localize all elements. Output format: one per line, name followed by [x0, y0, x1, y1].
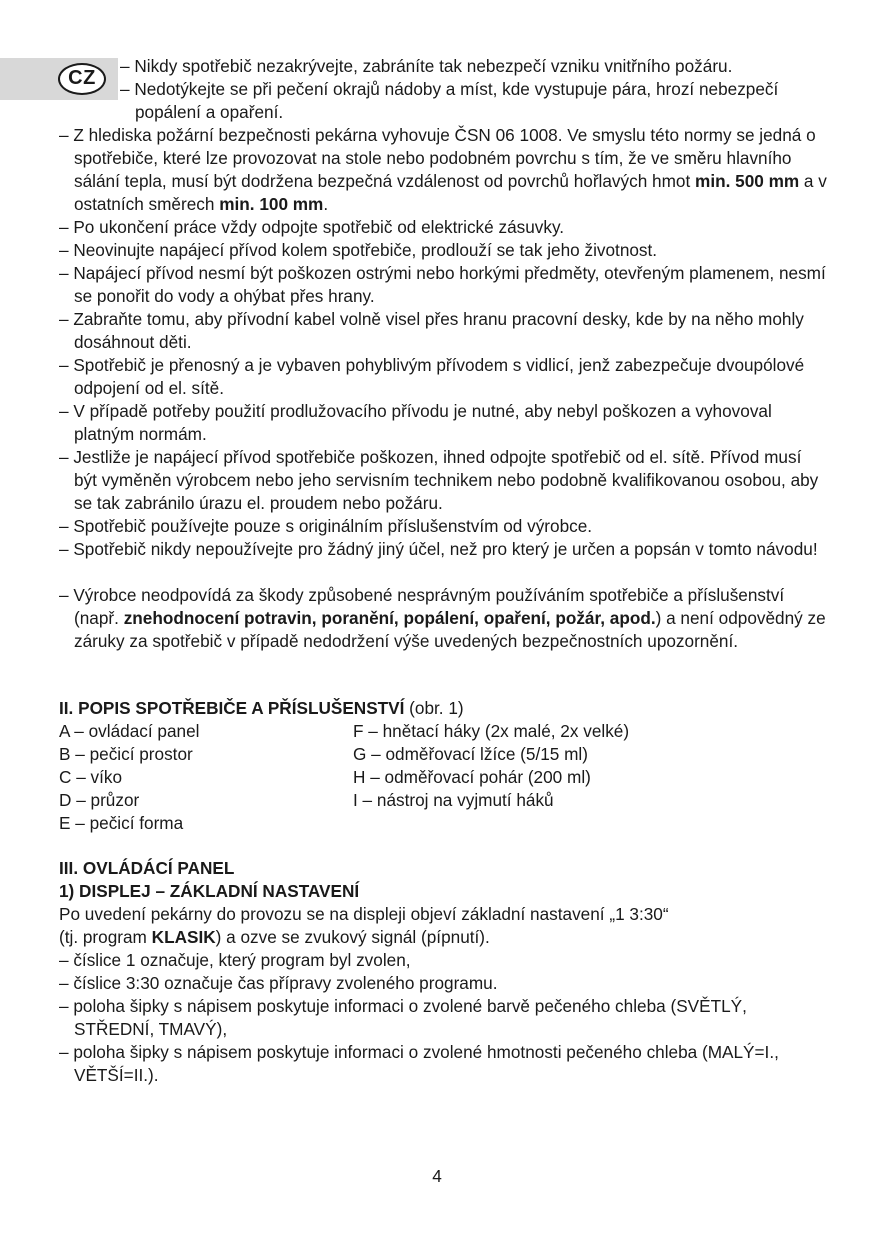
program-name: KLASIK [151, 927, 216, 947]
paragraph-line: (tj. program KLASIK) a ozve se zvukový signál (pípnutí). [59, 927, 490, 947]
part-item: C – víko [59, 767, 123, 787]
part-item: A – ovládací panel [59, 721, 200, 741]
safety-item: – Napájecí přívod nesmí být poškozen ostrými nebo horkými předměty, otevřeným plamenem, nesmí se ponořit do vody a ohýbat přes hrany. [59, 263, 826, 306]
part-item: I – nástroj na vyjmutí háků [353, 790, 554, 810]
section-heading: II. POPIS SPOTŘEBIČE A PŘÍSLUŠENSTVÍ (obr. 1) [59, 698, 464, 718]
safety-item: – Spotřebič nikdy nepoužívejte pro žádný jiný účel, než pro který je určen a popsán v tomto návodu! [59, 539, 818, 559]
safety-item: – Jestliže je napájecí přívod spotřebiče poškozen, ihned odpojte spotřebič od el. sítě. Přívod musí být vyměněn výrobcem nebo jeho servisním technikem nebo podobně kvalifikovanou osobou, aby se tak zabránilo úrazu el. proudem nebo požáru. [59, 447, 819, 513]
display-item: – číslice 3:30 označuje čas přípravy zvoleného programu. [59, 973, 498, 993]
safety-item-fire: – Z hlediska požární bezpečnosti pekárna vyhovuje ČSN 06 1008. Ve smyslu této normy se jedná o spotřebiče, které lze provozovat na stole nebo podobném povrchu s tím, že ve směru hlavního sálání tepla, musí být dodržena bezpečná vzdálenost od povrchů hořlavých hmot min. 500 mm a v ostatních směrech min. 100 mm. [59, 125, 827, 214]
display-item: – poloha šipky s nápisem poskytuje informaci o zvolené barvě pečeného chleba (SVĚTLÝ, STŘEDNÍ, TMAVÝ), [59, 996, 747, 1039]
part-item: F – hnětací háky (2x malé, 2x velké) [353, 721, 630, 741]
display-item: – poloha šipky s nápisem poskytuje informaci o zvolené hmotnosti pečeného chleba (MALÝ=I., VĚTŠÍ=II.). [59, 1042, 779, 1085]
part-item: H – odměřovací pohár (200 ml) [353, 767, 591, 787]
safety-item-liability: – Výrobce neodpovídá za škody způsobené nesprávným používáním spotřebiče a příslušenství (např. znehodnocení potravin, poranění, popálení, opaření, požár, apod.) a není odpovědný ze záruky za spotřebič v případě nedodržení výše uvedených bezpečnostních upozornění. [59, 585, 826, 651]
part-item: B – pečicí prostor [59, 744, 193, 764]
safety-item: – Nedotýkejte se při pečení okrajů nádoby a míst, kde vystupuje pára, hrozí nebezpečí popálení a opaření. [120, 79, 779, 122]
page-number: 4 [432, 1166, 442, 1186]
part-item: E – pečicí forma [59, 813, 184, 833]
damage-list: znehodnocení potravin, poranění, popálení, opaření, požár, apod. [123, 608, 656, 628]
subsection-heading: 1) DISPLEJ – ZÁKLADNÍ NASTAVENÍ [59, 881, 360, 901]
safety-item: – V případě potřeby použití prodlužovacího přívodu je nutné, aby nebyl poškozen a vyhovoval platným normám. [59, 401, 772, 444]
display-item: – číslice 1 označuje, který program byl zvolen, [59, 950, 411, 970]
safety-item: – Zabraňte tomu, aby přívodní kabel volně visel přes hranu pracovní desky, kde by na něho mohly dosáhnout děti. [59, 309, 804, 352]
safety-item: – Spotřebič je přenosný a je vybaven pohyblivým přívodem s vidlicí, jenž zabezpečuje dvoupólové odpojení od el. sítě. [59, 355, 805, 398]
min-distance-value: min. 500 mm [695, 171, 800, 191]
language-badge: CZ [58, 63, 106, 95]
min-distance-value: min. 100 mm [219, 194, 324, 214]
part-item: D – průzor [59, 790, 140, 810]
safety-item: – Neovinujte napájecí přívod kolem spotřebiče, prodlouží se tak jeho životnost. [59, 240, 658, 260]
paragraph-line: Po uvedení pekárny do provozu se na displeji objeví základní nastavení „1 3:30“ [59, 904, 669, 924]
safety-item: – Nikdy spotřebič nezakrývejte, zabráníte tak nebezpečí vzniku vnitřního požáru. [120, 56, 733, 76]
section-heading: III. OVLÁDÁCÍ PANEL [59, 858, 235, 878]
safety-item: – Po ukončení práce vždy odpojte spotřebič od elektrické zásuvky. [59, 217, 565, 237]
safety-item: – Spotřebič používejte pouze s originálním příslušenstvím od výrobce. [59, 516, 593, 536]
part-item: G – odměřovací lžíce (5/15 ml) [353, 744, 588, 764]
